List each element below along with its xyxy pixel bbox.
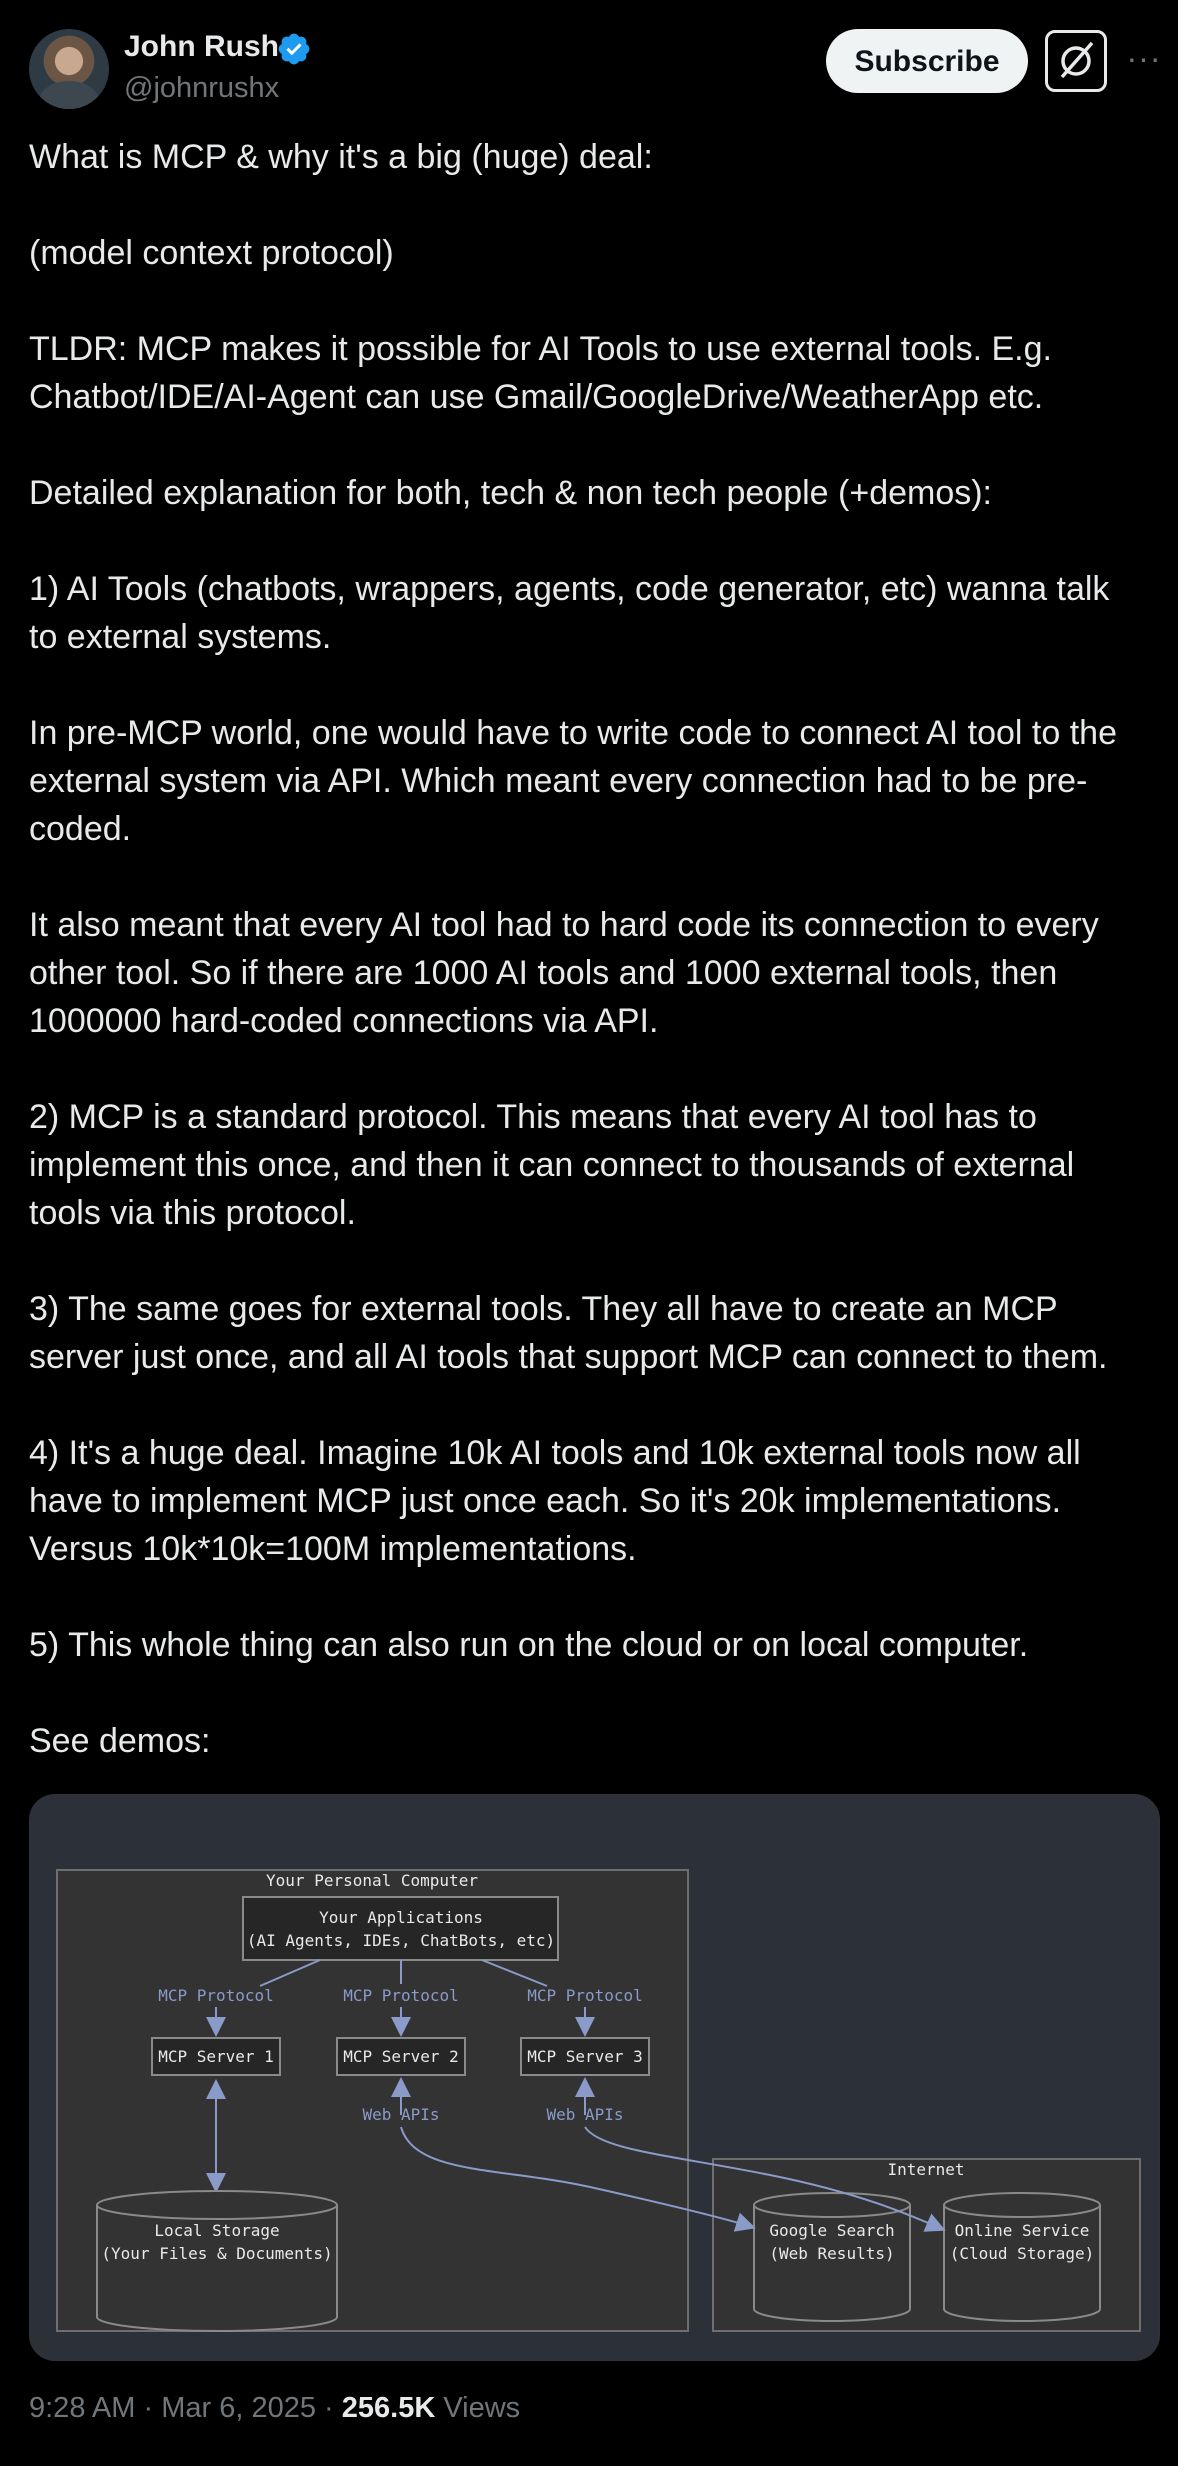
meta-separator: · [143, 2392, 154, 2424]
media-image[interactable] [29, 1794, 1160, 2361]
tweet-time[interactable]: 9:28 AM [29, 2392, 136, 2424]
tweet-paragraph: 2) MCP is a standard protocol. This means that every AI tool has to implement this once, and then it can connect to thousands of external tools via this protocol. [29, 1098, 1075, 1232]
tweet-body [29, 133, 1159, 1765]
online-service-sublabel: (Cloud Storage) [949, 2244, 1095, 2263]
meta-separator: · [324, 2392, 334, 2424]
tweet-paragraph: In pre-MCP world, one would have to write code to connect AI tool to the external system via API. Which meant every connection had to be pre- coded. [29, 714, 1117, 848]
google-search-sublabel: (Web Results) [769, 2244, 895, 2263]
tweet-paragraph: 5) This whole thing can also run on the cloud or on local computer. [29, 1626, 1029, 1664]
tweet-metadata [29, 2392, 520, 2425]
tweet-paragraph: TLDR: MCP makes it possible for AI Tools to use external tools. E.g. Chatbot/IDE/AI-Agent can use Gmail/GoogleDrive/WeatherApp etc. [29, 330, 1052, 416]
tweet-paragraph: See demos: [29, 1722, 211, 1760]
tweet-paragraph: (model context protocol) [29, 234, 394, 272]
tweet-header [0, 0, 1178, 130]
online-service-label: Online Service [954, 2221, 1090, 2240]
applications-box [243, 1897, 558, 1960]
tweet-paragraph: What is MCP & why it's a big (huge) deal: [29, 138, 653, 176]
google-search-label: Google Search [769, 2221, 895, 2240]
mcp-protocol-label-1: MCP Protocol [158, 1986, 274, 2005]
grok-button[interactable] [1045, 30, 1107, 92]
local-storage-sublabel: (Your Files & Documents) [101, 2244, 333, 2263]
tweet-date[interactable]: Mar 6, 2025 [161, 2392, 316, 2424]
tweet-paragraph: 3) The same goes for external tools. They all have to create an MCP server just once, and all AI tools that support MCP can connect to them. [29, 1290, 1108, 1376]
grok-icon [1048, 33, 1104, 89]
author-name[interactable]: John Rush [124, 30, 279, 63]
web-apis-label-1: Web APIs [362, 2105, 440, 2124]
views-count: 256.5K [341, 2392, 436, 2424]
mcp-protocol-label-2: MCP Protocol [343, 1986, 459, 2005]
applications-label: Your Applications [319, 1908, 483, 1927]
mcp-architecture-diagram [30, 1795, 1160, 2361]
views-label: Views [443, 2392, 521, 2424]
tweet-paragraph: 1) AI Tools (chatbots, wrappers, agents, code generator, etc) wanna talk to external systems. [29, 570, 1110, 656]
tweet-paragraph: It also meant that every AI tool had to hard code its connection to every other tool. So if there are 1000 AI tools and 1000 external tools, then 1000000 hard-coded connections via API. [29, 906, 1099, 1040]
tweet-paragraph: Detailed explanation for both, tech & non tech people (+demos): [29, 474, 993, 512]
internet-title: Internet [887, 2160, 965, 2179]
local-storage-label: Local Storage [154, 2221, 280, 2240]
more-icon[interactable]: ··· [1126, 40, 1162, 76]
mcp-server-2-label: MCP Server 2 [343, 2047, 459, 2066]
mcp-protocol-label-3: MCP Protocol [527, 1986, 643, 2005]
tweet-paragraph: 4) It's a huge deal. Imagine 10k AI tools and 10k external tools now all have to implement MCP just once each. So it's 20k implementations. Versus 10k*10k=100M implementations. [29, 1434, 1081, 1568]
personal-computer-title: Your Personal Computer [266, 1871, 478, 1890]
web-apis-label-2: Web APIs [546, 2105, 624, 2124]
applications-sublabel: (AI Agents, IDEs, ChatBots, etc) [246, 1931, 556, 1950]
verified-badge-icon [276, 31, 312, 67]
avatar[interactable] [29, 29, 109, 109]
author-handle[interactable]: @johnrushx [124, 72, 280, 104]
subscribe-button[interactable]: Subscribe [826, 29, 1028, 93]
mcp-server-1-label: MCP Server 1 [158, 2047, 274, 2066]
mcp-server-3-label: MCP Server 3 [527, 2047, 643, 2066]
